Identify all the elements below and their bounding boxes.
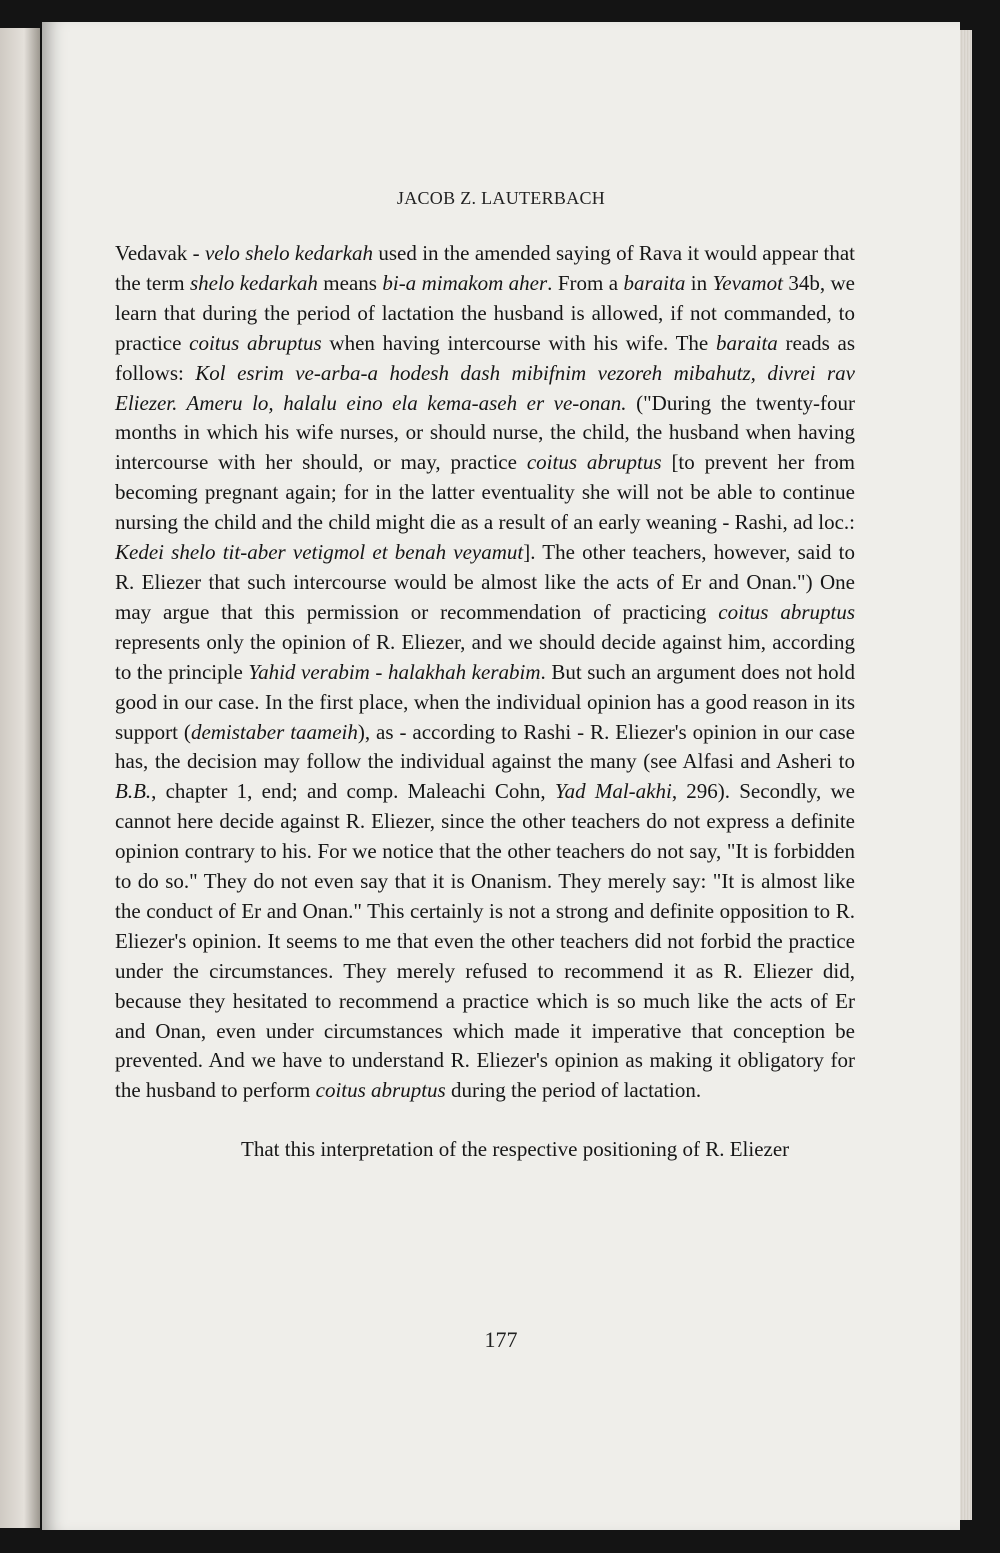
text-run: reads as follows: bbox=[115, 330, 855, 385]
text-run: . From a bbox=[547, 270, 624, 295]
paragraph-2: That this interpretation of the respective positioning of R. Eliezer bbox=[241, 1137, 790, 1162]
text-run: Vedavak - bbox=[115, 241, 205, 265]
text-run: , 296). Secondly, we cannot here decide against R. Eliezer, since the other teachers do not express a definite opinion contrary to his. For we notice that the other teachers do not say, "It is forbidden to do so." They do not even say that it is Onanism. They merely say: "It is almost like the conduct of Er and Onan." This certainly is not a strong and definite opposition to R. Eliezer's opinion. It seems to me that even the other teachers did not forbid the practice under the circumstances. They merely refused to recommend it as R. Eliezer did, because they hesitated to recommend a practice which is so much like the acts of Er and Onan, even under circumstances which made it imperative that conception be prevented. And we have to understand R. Eliezer's opinion as making it obligatory for the husband to perform bbox=[115, 779, 855, 1103]
italic-run: baraita bbox=[715, 330, 778, 355]
text-run: ("During the twenty-four months in which his wife nurses, or should nurse, the child, the husband when having intercourse with her should, or may, practice bbox=[115, 390, 856, 475]
italic-run: demistaber taameih bbox=[190, 719, 358, 744]
running-head: JACOB Z. LAUTERBACH bbox=[396, 188, 606, 208]
text-run: when having intercourse with his wife. The bbox=[321, 330, 716, 355]
text-run: ), as - according to Rashi - R. Eliezer's opinion in our case has, the decision may follow the individual against the many (see Alfasi and Asheri to bbox=[115, 719, 856, 774]
text-run: , chapter 1, end; and comp. Maleachi Cohn, bbox=[151, 779, 555, 804]
italic-run: velo shelo kedarkah bbox=[204, 241, 374, 265]
text-run: [to prevent her from becoming pregnant again; for in the latter eventuality she will not be able to continue nursing the child and the child might die as a result of an early weaning - Rashi, ad loc.: bbox=[115, 450, 856, 535]
text-run: means bbox=[317, 270, 383, 295]
italic-run: shelo kedarkah bbox=[189, 270, 318, 295]
italic-run: Yahid verabim - halakhah kerabim bbox=[248, 659, 541, 684]
text-run: in bbox=[685, 270, 713, 295]
text-run: during the period of lactation. bbox=[445, 1078, 702, 1103]
text-run: used in the amended saying of Rava it would appear that the term bbox=[115, 241, 855, 295]
italic-run: coitus abruptus bbox=[315, 1078, 446, 1103]
italic-run: coitus abruptus bbox=[189, 330, 322, 355]
text-run: 34b, we learn that during the period of lactation the husband is allowed, if not commanded, to practice bbox=[115, 270, 855, 355]
italic-run: B.B. bbox=[115, 779, 152, 804]
text-run: ]. The other teachers, however, said to R. Eliezer that such intercourse would be almost like the acts of Er and Onan.") One may argue that this permission or recommendation of practicing bbox=[115, 540, 855, 624]
text-run: represents only the opinion of R. Eliezer, and we should decide against him, according to the principle bbox=[115, 629, 855, 684]
previous-page-edge bbox=[0, 28, 40, 1528]
paragraph-1 bbox=[115, 239, 855, 1106]
page-number: 177 bbox=[484, 1327, 518, 1352]
italic-run: Kedei shelo tit-aber vetigmol et benah veyamut bbox=[115, 540, 524, 565]
italic-run: bi-a mimakom aher bbox=[382, 270, 548, 295]
italic-run: coitus abruptus bbox=[718, 599, 856, 624]
italic-run: Yevamot bbox=[712, 270, 783, 295]
italic-run: Yad Mal-akhi bbox=[554, 779, 672, 804]
book-page bbox=[42, 22, 960, 1530]
italic-run: baraita bbox=[623, 270, 686, 295]
text-run: . But such an argument does not hold good in our case. In the first place, when the individual opinion has a good reason in its support ( bbox=[115, 659, 855, 744]
body-text bbox=[115, 239, 855, 1165]
italic-run: Kol esrim ve-arba-a hodesh dash mibifnim vezoreh mibahutz, divrei rav Eliezer. Ameru lo, halalu eino ela kema-aseh er ve-onan. bbox=[115, 360, 855, 415]
italic-run: coitus abruptus bbox=[526, 450, 662, 475]
